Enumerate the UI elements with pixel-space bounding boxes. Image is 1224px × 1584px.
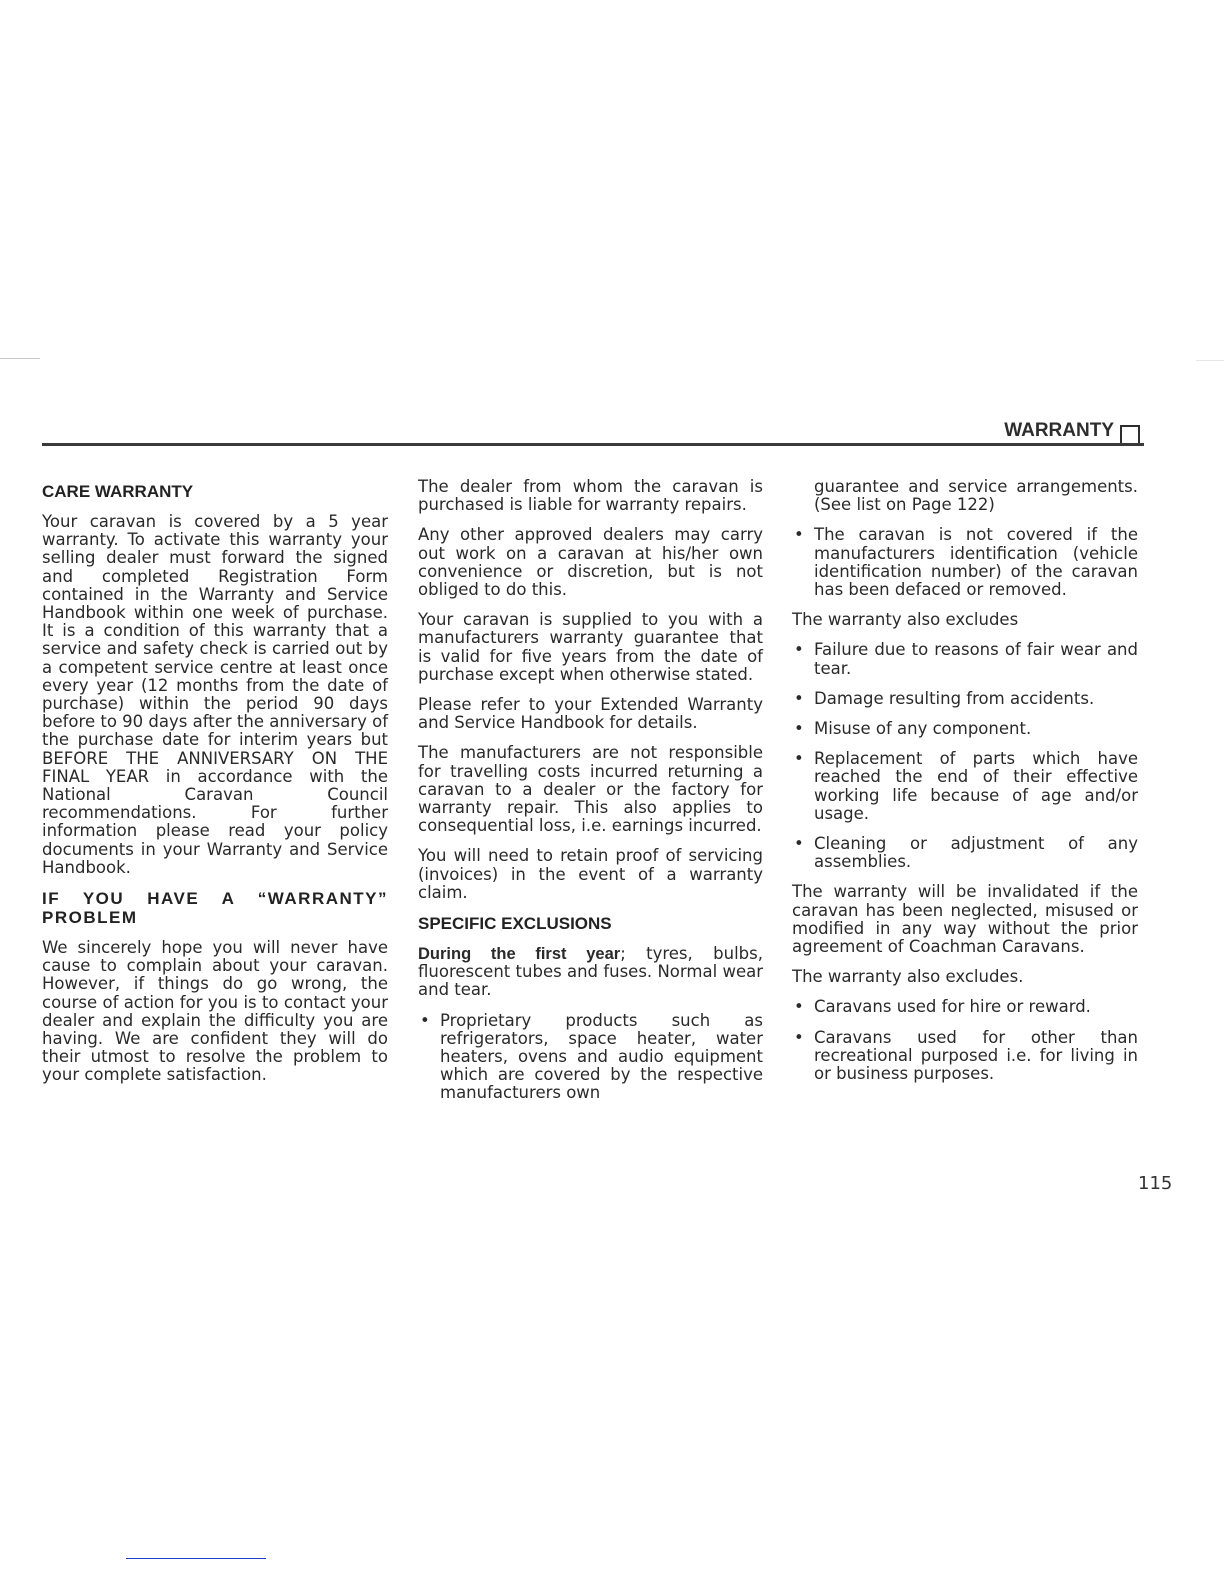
list-item-text: Caravans used for other than recreational purposed i.e. for living in or business purposes.	[814, 1027, 1138, 1084]
list-item-text: Cleaning or adjustment of any assemblies.	[814, 834, 1138, 872]
exclusions-list	[418, 1012, 763, 1103]
invalidated-paragraph: The warranty will be invalidated if the caravan has been neglected, misused or modified in any way without the prior agreement of Coachman Caravans.	[792, 882, 1138, 957]
vin-list	[792, 526, 1138, 599]
first-year-text: ; tyres, bulbs, fluorescent tubes and fuses. Normal wear and tear.	[418, 944, 763, 1000]
proof-of-servicing-paragraph: You will need to retain proof of servicing (invoices) in the event of a warranty claim.	[418, 846, 763, 902]
list-item-text: Proprietary products such as refrigerators, space heater, water heaters, ovens and audio equipment which are covered by the respective manufacturers own	[440, 1010, 763, 1103]
list-item-text: Caravans used for hire or reward.	[814, 997, 1091, 1017]
list-item	[792, 998, 1138, 1016]
list-item	[792, 690, 1138, 708]
list-item	[792, 750, 1138, 823]
first-year-paragraph	[418, 945, 763, 1000]
list-item	[418, 1012, 763, 1103]
list-item-text: Misuse of any component.	[814, 719, 1032, 739]
bullet-icon: •	[794, 640, 804, 660]
excludes-intro: The warranty also excludes	[792, 610, 1019, 630]
list-item	[792, 835, 1138, 871]
list-item-text: Replacement of parts which have reached the end of their effective working life because of age and/or usage.	[814, 749, 1138, 823]
scan-edge-line	[1196, 360, 1224, 361]
page-header	[42, 418, 1144, 446]
column-middle	[418, 478, 763, 1115]
list-item	[792, 641, 1138, 677]
bullet-icon: •	[794, 749, 804, 769]
column-left	[42, 478, 388, 1097]
excludes-list-2	[792, 998, 1138, 1083]
warranty-problem-paragraph: We sincerely hope you will never have cause to complain about your caravan. However, if things do go wrong, the course of action for you is to contact your dealer and explain the difficulty you are having. We are confident they will do their utmost to resolve the problem to your complete satisfaction.	[42, 938, 388, 1085]
bullet-icon: •	[420, 1010, 430, 1030]
bullet-icon: •	[794, 1027, 804, 1047]
column-right	[792, 478, 1138, 1095]
first-year-lead: During the first year	[418, 945, 621, 964]
list-item	[792, 1029, 1138, 1084]
footer-rule	[126, 1558, 266, 1559]
guarantee-paragraph: Your caravan is supplied to you with a manufacturers warranty guarantee that is valid for five years from the date of purchase except when otherwise stated.	[418, 610, 763, 684]
dealer-liability-paragraph: The dealer from whom the caravan is purchased is liable for warranty repairs.	[418, 477, 763, 515]
list-item	[792, 526, 1138, 599]
travel-costs-paragraph: The manufacturers are not responsible for travelling costs incurred returning a caravan to a dealer or the factory for warranty repair. This also applies to consequential loss, i.e. earnings incurred.	[418, 743, 763, 836]
bullet-continuation: guarantee and service arrangements. (See list on Page 122)	[814, 477, 1138, 515]
extended-warranty-paragraph: Please refer to your Extended Warranty and Service Handbook for details.	[418, 695, 763, 733]
other-dealers-paragraph: Any other approved dealers may carry out work on a caravan at his/her own convenience or discretion, but is not obliged to do this.	[418, 525, 763, 600]
header-rule	[42, 443, 1144, 446]
scan-edge-line	[0, 358, 40, 359]
care-warranty-heading: CARE WARRANTY	[42, 482, 194, 501]
excludes-intro-2: The warranty also excludes.	[792, 967, 1024, 987]
bullet-icon: •	[794, 525, 804, 545]
care-warranty-paragraph: Your caravan is covered by a 5 year warranty. To activate this warranty your selling dealer must forward the signed and completed Registration Form contained in the Warranty and Service Handbook within one week of purchase. It is a condition of this warranty that a service and safety check is carried out by a competent service centre at least once every year (12 months from the date of purchase) within the period 90 days before to 90 days after the anniversary of the purchase date for interim years but BEFORE THE ANNIVERSARY ON THE FINAL YEAR in accordance with the National Caravan Council recommendations. For further information please read your policy documents in your Warranty and Service Handbook.	[42, 512, 388, 877]
warranty-problem-heading: IF YOU HAVE A “WARRANTY” PROBLEM	[42, 889, 388, 928]
excludes-list	[792, 641, 1138, 871]
page-number: 115	[1138, 1173, 1173, 1194]
section-tab-icon	[1120, 425, 1140, 443]
bullet-icon: •	[794, 719, 804, 739]
list-item-text: Damage resulting from accidents.	[814, 688, 1095, 708]
bullet-icon: •	[794, 997, 804, 1017]
list-item-text: Failure due to reasons of fair wear and tear.	[814, 640, 1138, 678]
specific-exclusions-heading: SPECIFIC EXCLUSIONS	[418, 914, 612, 934]
list-item-text: The caravan is not covered if the manufacturers identification (vehicle identification number) of the caravan has been defaced or removed.	[814, 525, 1138, 600]
bullet-icon: •	[794, 834, 804, 854]
bullet-icon: •	[794, 688, 804, 708]
section-title: WARRANTY	[1004, 420, 1114, 441]
list-item	[792, 720, 1138, 738]
